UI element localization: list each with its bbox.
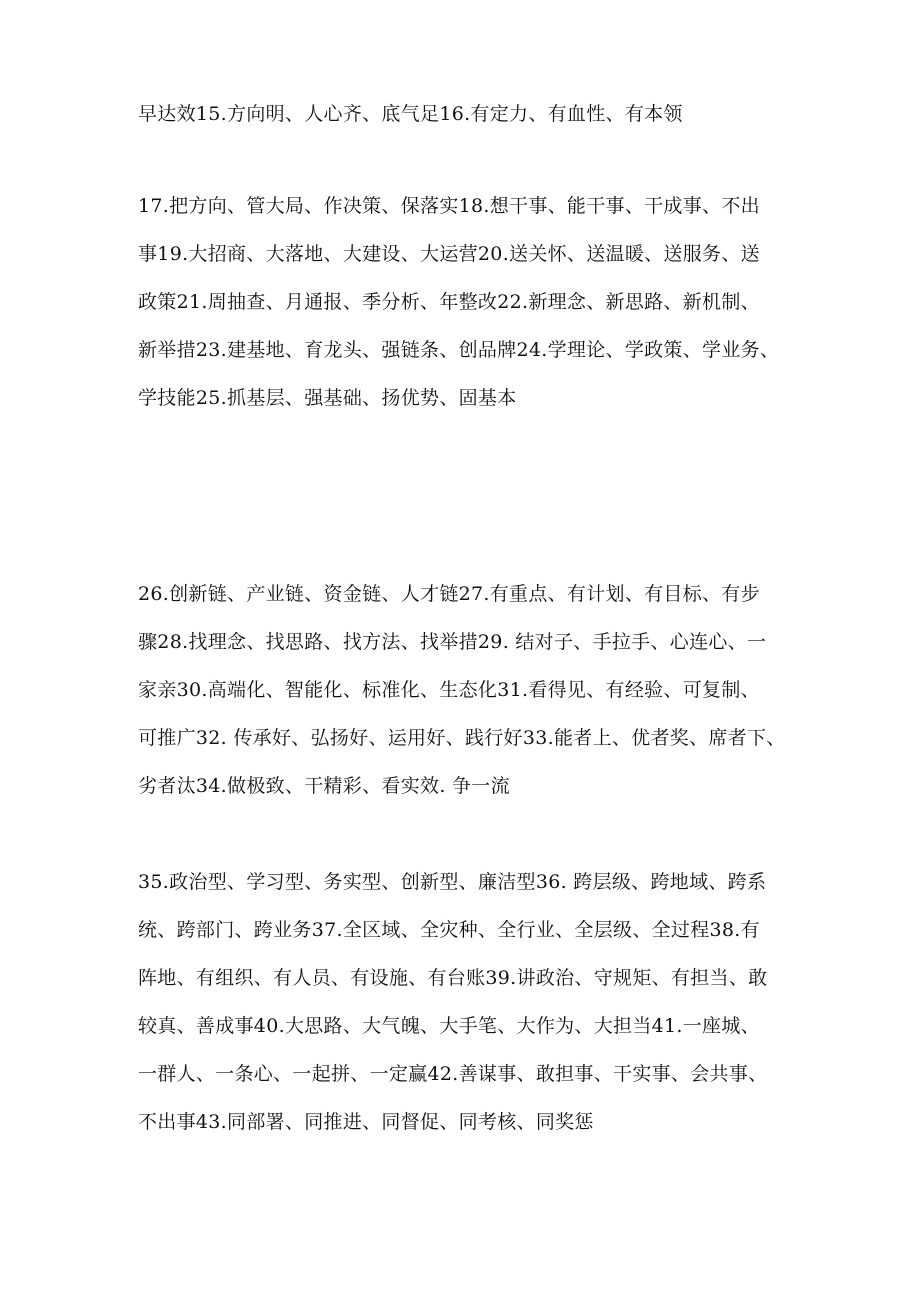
- text-line: 骤28.找理念、找思路、找方法、找举措29. 结对子、手拉手、心连心、一: [138, 631, 767, 653]
- text-line: 劣者汰34.做极致、干精彩、看实效. 争一流: [138, 775, 510, 797]
- text-line: 较真、善成事40.大思路、大气魄、大手笔、大作为、大担当41.一座城、: [138, 1015, 760, 1037]
- paragraph-items-26-34: [138, 578, 798, 818]
- text-line: 家亲30.高端化、智能化、标准化、生态化31.看得见、有经验、可复制、: [138, 679, 760, 701]
- paragraph-items-17-25: [138, 190, 798, 430]
- paragraph-items-35-43: [138, 866, 798, 1154]
- text-line: 统、跨部门、跨业务37.全区域、全灾种、全行业、全层级、全过程38.有: [138, 919, 760, 941]
- paragraph-items-14-16: [138, 98, 798, 146]
- text-line: 政策21.周抽查、月通报、季分析、年整改22.新理念、新思路、新机制、: [138, 291, 760, 313]
- text-line: 17.把方向、管大局、作决策、保落实18.想干事、能干事、干成事、不出: [138, 195, 760, 217]
- text-line: 学技能25.抓基层、强基础、扬优势、固基本: [138, 387, 517, 409]
- text-line: 新举措23.建基地、育龙头、强链条、创品牌24.学理论、学政策、学业务、: [138, 339, 780, 361]
- text-line: 不出事43.同部署、同推进、同督促、同考核、同奖惩: [138, 1111, 594, 1133]
- text-line: 26.创新链、产业链、资金链、人才链27.有重点、有计划、有目标、有步: [138, 583, 760, 605]
- text-line: 35.政治型、学习型、务实型、创新型、廉洁型36. 跨层级、跨地域、跨系: [138, 871, 767, 893]
- text-line: 一群人、一条心、一起拼、一定赢42.善谋事、敢担事、干实事、会共事、: [138, 1063, 768, 1085]
- text-line: 事19.大招商、大落地、大建设、大运营20.送关怀、送温暖、送服务、送: [138, 243, 760, 265]
- text-line: 早达效15.方向明、人心齐、底气足16.有定力、有血性、有本领: [138, 103, 683, 125]
- text-line: 阵地、有组织、有人员、有设施、有台账39.讲政治、守规矩、有担当、敢: [138, 967, 768, 989]
- text-line: 可推广32. 传承好、弘扬好、运用好、践行好33.能者上、优者奖、席者下、: [138, 727, 786, 749]
